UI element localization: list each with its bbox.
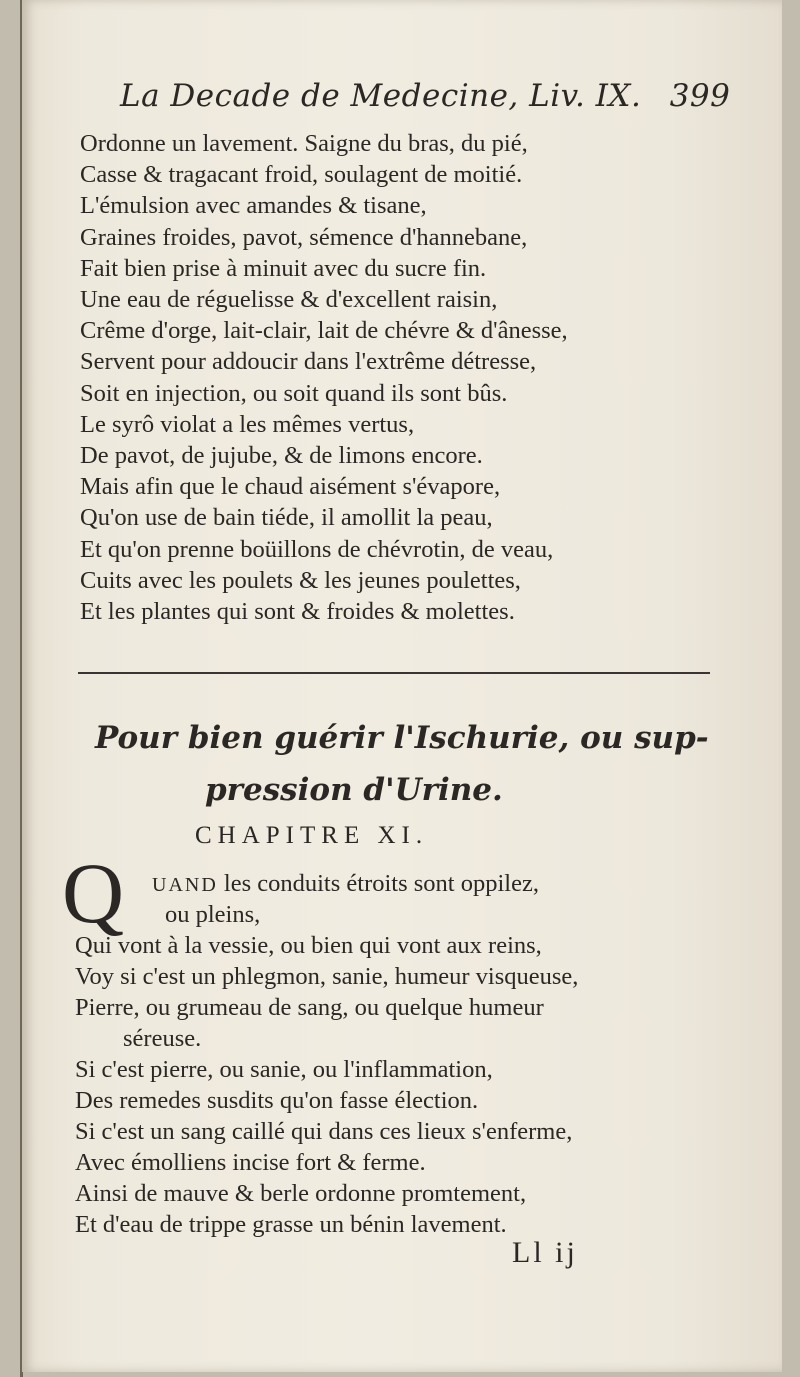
verse-line: Et d'eau de trippe grasse un bénin lavement. [75, 1211, 507, 1238]
verse-line: De pavot, de jujube, & de limons encore. [80, 442, 483, 470]
verse-line: Et qu'on prenne boüillons de chévrotin, de veau, [80, 535, 554, 563]
verse-line: Avec émolliens incise fort & ferme. [75, 1149, 426, 1176]
first-word-small-caps: UAND [152, 874, 218, 896]
section-rule [78, 672, 710, 674]
verse-line: Des remedes susdits qu'on fasse élection. [75, 1087, 479, 1114]
verse-line: Graines froides, pavot, sémence d'hannebane, [80, 223, 528, 251]
verse-line: Une eau de réguelisse & d'excellent raisin, [80, 286, 498, 314]
verse-line: Cuits avec les poulets & les jeunes poulettes, [80, 566, 521, 594]
verse-line: Et les plantes qui sont & froides & molettes. [80, 598, 515, 626]
verse-line: séreuse. [123, 1025, 202, 1052]
chapter-title-line-1: Pour bien guérir l'Ischurie, ou sup- [95, 720, 709, 756]
chapter-title-line-2: pression d'Urine. [205, 772, 503, 808]
first-line-rest: les conduits étroits sont oppilez, [217, 870, 539, 897]
chapter-title [95, 712, 715, 816]
verse-line: Qu'on use de bain tiéde, il amollit la peau, [80, 504, 493, 532]
running-head-title: La Decade de Medecine, Liv. IX. [120, 78, 642, 114]
verse-top [80, 128, 568, 627]
chapter-heading: CHAPITRE XI. [195, 822, 429, 849]
verse-line: Qui vont à la vessie, ou bien qui vont aux reins, [75, 932, 542, 959]
verse-line: Fait bien prise à minuit avec du sucre fin. [80, 254, 487, 282]
verse-line: Crême d'orge, lait-clair, lait de chévre & d'ânesse, [80, 317, 568, 345]
chapter-first-line-continuation: ou pleins, [165, 901, 261, 928]
verse-line: Servent pour addoucir dans l'extrême détresse, [80, 348, 537, 376]
verse-line: Soit en injection, ou soit quand ils sont bûs. [80, 379, 508, 407]
drop-cap: Q [62, 845, 125, 941]
running-head [120, 78, 730, 114]
verse-line: Mais afin que le chaud aisément s'évapore, [80, 473, 501, 501]
signature-mark: Ll ij [512, 1236, 578, 1269]
verse-line: Casse & tragacant froid, soulagent de moitié. [80, 161, 523, 189]
page-number: 399 [669, 78, 731, 114]
verse-chapter [75, 930, 578, 1240]
verse-line: Voy si c'est un phlegmon, sanie, humeur visqueuse, [75, 963, 579, 990]
verse-line: Si c'est un sang caillé qui dans ces lieux s'enferme, [75, 1118, 573, 1145]
verse-line: L'émulsion avec amandes & tisane, [80, 192, 427, 220]
chapter-first-line [152, 870, 539, 898]
verse-line: Pierre, ou grumeau de sang, ou quelque humeur [75, 994, 544, 1021]
verse-line: Si c'est pierre, ou sanie, ou l'inflammation, [75, 1056, 493, 1083]
verse-line: Le syrô violat a les mêmes vertus, [80, 410, 415, 438]
verse-line: Ainsi de mauve & berle ordonne promtement, [75, 1180, 527, 1207]
verse-line: Ordonne un lavement. Saigne du bras, du pié, [80, 130, 528, 157]
